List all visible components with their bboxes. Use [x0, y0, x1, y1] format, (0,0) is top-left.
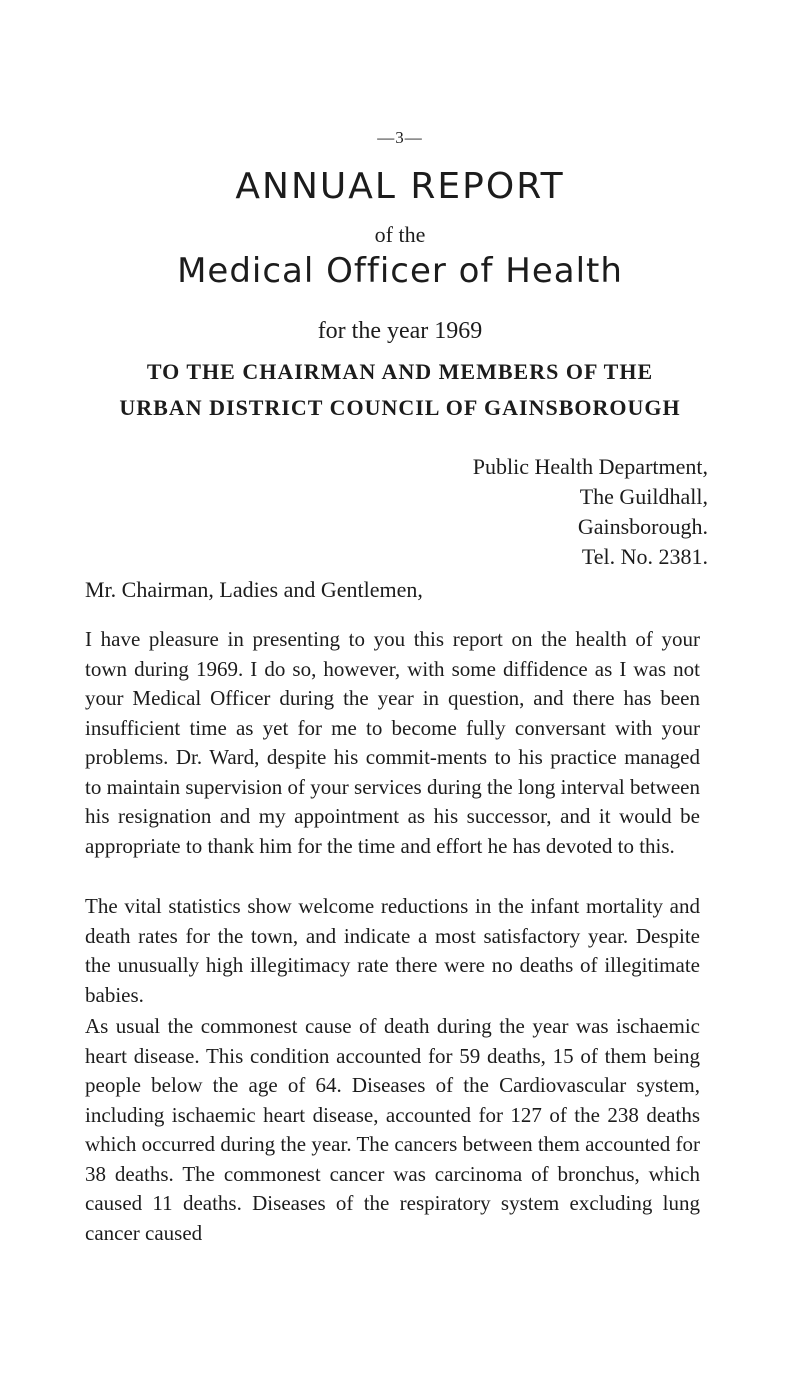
report-subtitle: Medical Officer of Health: [177, 251, 623, 291]
addressee-line-1: TO THE CHAIRMAN AND MEMBERS OF THE: [146, 359, 654, 384]
address-line-4: Tel. No. 2381.: [581, 544, 708, 569]
page-number: —3—: [377, 128, 423, 147]
sender-address: [473, 452, 708, 572]
report-year: for the year 1969: [317, 318, 483, 344]
address-line-2: The Guildhall,: [579, 484, 708, 509]
address-line-1: Public Health Department,: [472, 454, 708, 479]
paragraph-text: As usual the commonest cause of death during the year was ischaemic heart disease. This condition accounted for 59 deaths, 15 of them being people below the age of 64. Diseases of the Cardiovascular system, including ischaemic heart disease, accounted for 127 of the 238 deaths which occurred during the year. The cancers between them accounted for 38 deaths. The commonest cancer was carcinoma of bronchus, which caused 11 deaths. Diseases of the respiratory system excluding lung cancer caused: [85, 1014, 700, 1245]
addressee-line-2: URBAN DISTRICT COUNCIL OF GAINSBOROUGH: [119, 395, 681, 420]
address-line-3: Gainsborough.: [577, 514, 708, 539]
report-title: ANNUAL REPORT: [235, 166, 565, 207]
body-paragraph-2: [85, 892, 700, 1010]
title-connector: of the: [374, 222, 426, 247]
paragraph-text: The vital statistics show welcome reductions in the infant mortality and death rates for the town, and indicate a most satisfactory year. Despite the unusually high illegitimacy rate there were no deaths of illegitimate babies.: [85, 894, 700, 1007]
paragraph-text: I have pleasure in presenting to you this report on the health of your town during 1969. I do so, however, with some diffidence as I was not your Medical Officer during the year in question, and there has been insufficient time as yet for me to become fully conversant with your problems. Dr. Ward, despite his commit-ments to his practice managed to maintain supervision of your services during the long interval between his resignation and my appointment as his successor, and it would be appropriate to thank him for the time and effort he has devoted to this.: [85, 627, 700, 858]
body-paragraph-1: [85, 625, 700, 861]
salutation: Mr. Chairman, Ladies and Gentlemen,: [85, 577, 423, 602]
body-paragraph-3: [85, 1012, 700, 1248]
